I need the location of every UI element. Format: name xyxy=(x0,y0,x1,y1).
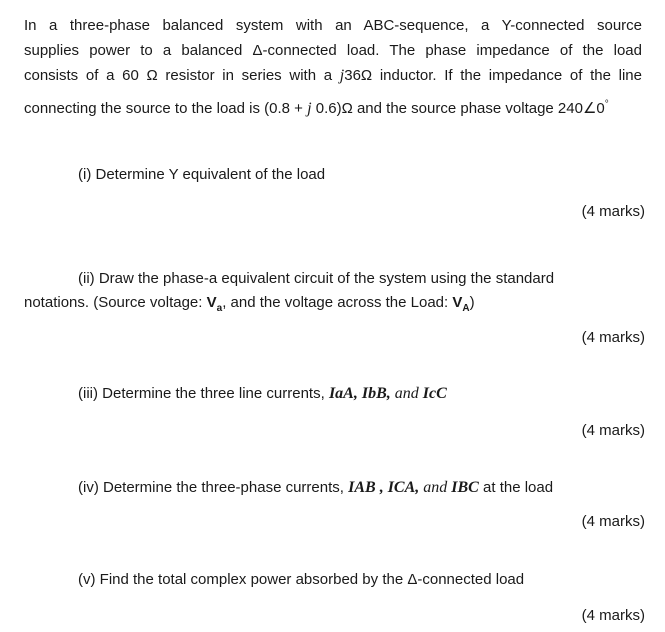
imaginary-j-2: j xyxy=(307,100,312,117)
source-voltage-symbol: V xyxy=(206,294,217,311)
line-currents-symbols: IaA, IbB, xyxy=(328,385,391,402)
load-voltage-symbol: V xyxy=(452,294,463,311)
intro-line-4 xyxy=(24,92,642,121)
q4-text: (iv) Determine the three-phase currents, xyxy=(78,479,349,496)
intro-line-3-a: consists of a 60 Ω resistor in series with a xyxy=(24,67,340,84)
intro-line-3 xyxy=(24,63,642,88)
degree-sign: ° xyxy=(604,99,609,110)
problem-statement xyxy=(24,13,642,121)
source-voltage-subscript: a xyxy=(216,303,223,314)
imaginary-j: j xyxy=(339,67,345,84)
intro-line-3-c: 36Ω inductor. If the impedance of the line xyxy=(344,67,642,84)
question-4-marks: (4 marks) xyxy=(581,513,645,530)
question-3 xyxy=(78,385,447,403)
question-4 xyxy=(78,479,553,497)
q3-and: and xyxy=(390,385,423,402)
question-5-marks: (4 marks) xyxy=(581,607,645,624)
question-3-marks: (4 marks) xyxy=(581,422,645,439)
q2-text-a: notations. (Source voltage: xyxy=(24,294,207,311)
question-5: (v) Find the total complex power absorbed by the Δ-connected load xyxy=(78,571,525,588)
question-1-marks: (4 marks) xyxy=(581,203,645,220)
intro-line-4-c: 0.6)Ω and the source phase voltage 240∠0 xyxy=(311,100,605,117)
line-current-c-symbol: IcC xyxy=(422,385,447,402)
phase-current-bc-symbol: IBC xyxy=(451,479,479,496)
question-2-line-2 xyxy=(24,294,475,314)
intro-line-1: In a three-phase balanced system with an ABC-sequence, a Y-connected source xyxy=(24,17,642,34)
q2-text-c: ) xyxy=(469,294,475,311)
q2-text-b: , and the voltage across the Load: xyxy=(222,294,453,311)
q4-tail: at the load xyxy=(478,479,554,496)
load-voltage-subscript: A xyxy=(462,303,470,314)
question-2-marks: (4 marks) xyxy=(581,329,645,346)
question-1: (i) Determine Y equivalent of the load xyxy=(78,166,326,183)
question-2-line-1: (ii) Draw the phase-a equivalent circuit of the system using the standard xyxy=(78,270,555,287)
q3-text: (iii) Determine the three line currents, xyxy=(78,385,329,402)
intro-line-2: supplies power to a balanced Δ-connected load. The phase impedance of the load xyxy=(24,42,642,59)
intro-line-4-a: connecting the source to the load is (0.8 + xyxy=(24,100,308,117)
phase-currents-symbols: IAB , ICA, xyxy=(348,479,420,496)
q4-and: and xyxy=(419,479,452,496)
